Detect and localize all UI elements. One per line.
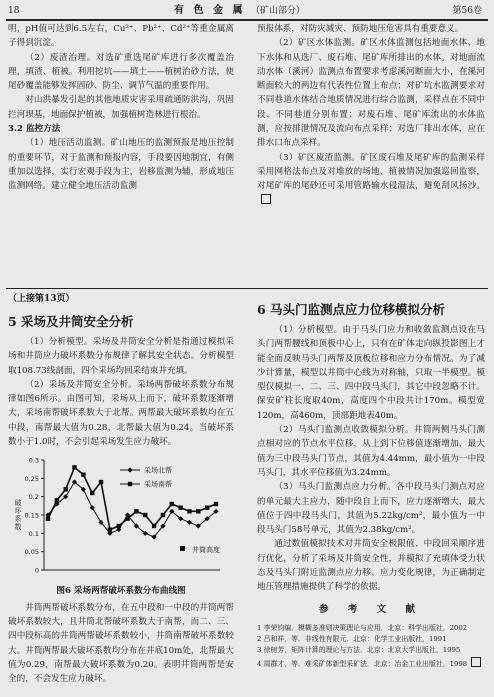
- section-title: 5 采场及井筒安全分析: [8, 314, 134, 329]
- data-point-south: [187, 510, 191, 514]
- paragraph: 井筒两帮破坏系数分布，在五中段和一中段的井筒两帮破坏系数较大，且井筒北帮破坏系数大于南帮，而二、三、四中段标高的井筒两帮破坏系数较小，井筒南帮破坏系数较大。井筒两帮最大破坏系数均分布在井底10m处，北帮最大值为0.29，南帮最大破坏系数为0.20。表明井筒两帮是安全的，不会发生应力破坏。: [8, 602, 234, 685]
- data-point-north: [90, 505, 95, 510]
- page-number: 18: [8, 6, 20, 16]
- paragraph: 预报体系，对防灾减灾、预防地压危害具有重要意义。: [257, 24, 464, 34]
- reference-item: 3 徐树芳，矩阵计算的理论与方法．北京：北京大学出版社，1995: [257, 646, 461, 655]
- data-point-south: [214, 502, 218, 506]
- data-point-south: [178, 506, 182, 510]
- data-point-south: [99, 480, 103, 484]
- legend-marker: [128, 482, 132, 486]
- chart-annotation: 井筒高度: [192, 546, 220, 555]
- journal-subtitle: （矿山部分）: [251, 6, 306, 16]
- reference-item: 1 李荣钧编．模糊多准则决策理论与应用．北京：科学出版社，2002: [257, 623, 468, 632]
- subheading: 3.2 监控方法: [8, 124, 61, 135]
- y-tick-label: 0.2: [28, 493, 39, 502]
- data-point-south: [72, 466, 76, 470]
- data-point-south: [117, 524, 121, 528]
- chart-svg: [8, 452, 232, 582]
- paragraph: 通过数值模拟技术对井筒安全极限值、中段回采顺序进行优化，分析了采场及井筒安全性，并模拟了充填体受力状态及马头门附近监测点应力移、应力变化规律，为正确制定地压管理措施提供了科学的依据。: [257, 539, 485, 593]
- running-header: [6, 4, 488, 18]
- paragraph: （3）马头门监测点应力分析。各中段马头门测点对应的单元最大主应力，随中段自上而下，应力逐渐增大，最大值位于四中段马头门，其值为5.22kg/cm²，最小值为一中段马头门58号单元，其值为2.38kg/cm²。: [257, 482, 485, 536]
- volume-label: 第56卷: [452, 6, 482, 16]
- reference-item: [257, 657, 485, 670]
- legend-label: 采场南帮: [144, 480, 172, 489]
- y-tick-label: 0.1: [28, 530, 39, 539]
- y-tick-label: 0: [34, 566, 39, 575]
- continued-note: （上接第13页）: [8, 294, 75, 304]
- paragraph: （2）采场及井筒安全分析。采场两帮破坏系数分布规律如图6所示。由图可知，采场从上而下，破坏系数逐渐增大，采场南帮破坏系数大于北帮。两帮最大破坏系数均在五中段，南帮最大值为0.28，北帮最大值为0.24。当破坏系数小于1.0时，不会引起采场发生应力破坏。: [8, 379, 234, 448]
- y-tick-label: 0.3: [28, 456, 39, 465]
- data-point-south: [63, 488, 67, 492]
- paragraph: （2）马头门监测点收敛模拟分析。井筒两侧马头门测点相对应的节点水平位移，从上到下位移值逐渐增加，最大值为三中段马头门节点，其值为4.44mm，最小值为一中段马头门，其水平位移值为3.24mm。: [257, 425, 485, 478]
- legend-marker: [127, 468, 132, 473]
- paragraph: 明，pH值可达到6.5左右，Cu²⁺、Pb²⁺、Cd²⁺等重金属离子得到沉淀。: [8, 24, 234, 49]
- y-tick-label: 0.05: [24, 548, 39, 557]
- paragraph: （1）分析模型。采场及井筒安全分析是指通过模拟采场和井筒应力破坏系数分布规律了解其安全状态。分析模型取108.73线剖面，四个采场均回采结束并充填。: [8, 337, 234, 376]
- references-heading: 参 考 文 献: [319, 603, 423, 615]
- data-point-south: [196, 510, 200, 514]
- data-point-south: [46, 517, 50, 521]
- section-divider: [6, 288, 488, 289]
- data-point-south: [143, 513, 147, 517]
- data-point-south: [81, 473, 85, 477]
- paragraph: [257, 151, 485, 208]
- bottom-right-column: [257, 291, 485, 670]
- paragraph: （2）废渣治理。对选矿重选尾矿库进行多次覆盖治理，填渣、植被。利用挖坑——填土——植树治砂方法，使尾砂覆盖能够发挥固砂、防尘、调节气温的重要作用。: [8, 52, 234, 92]
- reference-list: [257, 623, 485, 670]
- data-point-south: [90, 491, 94, 495]
- paragraph: （1）地压活动监测。矿山地压的监测预报是地压控制的重要环节，对于监测和预报内容，手段要因地制宜，有侧重加以选择，实行宏观手段为主，岩移监测为辅，形成地压监测网络。建立健全地压活动监测: [8, 138, 234, 192]
- data-point-south: [161, 513, 165, 517]
- figure-6-chart: [8, 452, 232, 582]
- data-point-south: [125, 517, 129, 521]
- y-tick-label: 0.15: [24, 511, 39, 520]
- reference-text: 4 周群才，等．难采矿体新型采矿法．北京：冶金工业出版社，1998: [257, 659, 468, 668]
- end-of-article-mark: [471, 657, 481, 667]
- paragraph-text: （3）矿区废渣监测。矿区废石堆及尾矿库的监测采样采用网格法布点及对堆放的场地、植被情况加强巡回监察，对尾矿库的尾砂还可采用管路输水侵湿法，避免刮风扬沙。: [257, 152, 485, 192]
- journal-title: 有 色 金 属: [174, 5, 246, 16]
- section-title: 6 马头门监测点应力位移模拟分析: [257, 302, 446, 317]
- paragraph: （2）矿区水体监测。矿区水体监测包括地面水体、地下水体和从选厂、废石堆、尾矿库所排出的水体。对地面流动水体（溪河）监测点布置要求考虑溪河断面大小，在溪河断面较大的两边有代表性位置上布点；对矿坑水监测要求对不同巷道水体结合地质情况进行综合监测，采样点在不同中段、不同巷道分别布置；对废石堆、尾矿库流出的水体监测，应按排泄情况及流向布点采样；对选厂排出水体，应在排水口布点采样。: [257, 38, 485, 149]
- data-point-south: [205, 506, 209, 510]
- end-of-article-mark: [261, 194, 271, 204]
- data-point-south: [170, 502, 174, 506]
- top-right-column: [257, 22, 485, 208]
- bottom-left-column: [8, 291, 234, 686]
- reference-item: 2 吕和祥，等．非线性有限元．北京：化学工业出版社，1991: [257, 635, 447, 644]
- data-point-south: [55, 499, 59, 503]
- data-point-south: [134, 510, 138, 514]
- paragraph: 对山洪暴发引起的其他地质灾害采用疏通防洪沟，巩固拦河坝基，地面保护植被，加强植树造林进行根治。: [8, 95, 234, 120]
- y-tick-label: 0.25: [24, 475, 39, 484]
- figure-caption: 图6 采场两帮破坏系数分布曲线图: [56, 586, 186, 597]
- legend-label: 采场北帮: [144, 466, 172, 475]
- annotation-marker: [180, 546, 185, 551]
- top-left-column: [8, 22, 234, 194]
- paragraph: （1）分析模型。由于马头门应力和收敛监测点设在马头门两帮腰线和顶板中心上，只有在矿体走向纵投影图上才能全面反映马头门两帮及顶板位移和应力分布情况。为了减少计算量，模型以井筒中心线为对称轴，只取一半模型。模型仅模拟一、二、三、四中段马头门，其它中段忽略不计。保安矿柱长度取40m，高度四个中段共计170m。模型宽120m，高460m，顶部距地表40m。: [257, 325, 485, 421]
- data-point-north: [187, 520, 192, 525]
- header-rule: [6, 19, 488, 21]
- data-point-south: [108, 528, 112, 532]
- data-point-south: [152, 524, 156, 528]
- y-axis-label: 破坏系数: [14, 499, 22, 532]
